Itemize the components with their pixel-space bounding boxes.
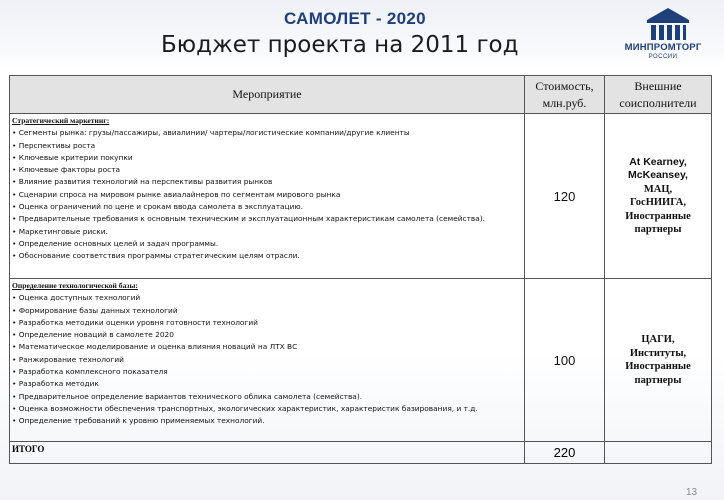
- row-cost: 100: [525, 279, 605, 442]
- row-partners: [605, 114, 712, 279]
- table-total-row: [10, 442, 712, 464]
- partner-name: партнеры: [634, 374, 682, 386]
- list-item: • Разработка комплексного показателя: [12, 367, 168, 377]
- list-item: • Определение основных целей и задач программы.: [12, 238, 219, 248]
- list-item: • Влияние развития технологий на перспективы развития рынков: [12, 177, 273, 187]
- section-heading: Стратегический маркетинг:: [12, 116, 110, 125]
- header-partners: Внешние соисполнители: [605, 76, 712, 114]
- total-partners-empty: [605, 442, 712, 464]
- partner-name: Иностранные: [625, 210, 691, 222]
- list-item: • Математическое моделирование и оценка влияния новаций на ЛТХ ВС: [12, 342, 298, 352]
- list-item: • Разработка методик: [12, 379, 99, 389]
- list-item: • Формирование базы данных технологий: [12, 305, 178, 315]
- ministry-emblem-icon: [643, 6, 693, 42]
- section-heading: Определение технологической базы:: [12, 281, 138, 290]
- list-item: • Ранжирование технологий: [12, 354, 124, 364]
- logo-name: МИНПРОМТОРГ: [624, 42, 702, 53]
- header-event: Мероприятие: [10, 76, 525, 114]
- list-item: • Определение новаций в самолете 2020: [12, 330, 174, 340]
- partner-name: Институты,: [629, 347, 687, 359]
- row-description: [10, 279, 525, 442]
- list-item: • Предварительные требования к основным техническим и эксплуатационным характеристикам самолета (семейства).: [12, 214, 486, 224]
- ministry-logo: [608, 4, 718, 64]
- budget-table: [9, 75, 712, 464]
- list-item: • Сценарии спроса на мировом рынке авиалайнеров по сегментам мирового рынка: [12, 189, 341, 199]
- table-row: [10, 114, 712, 279]
- table-row: [10, 279, 712, 442]
- slide-title: Бюджет проекта на 2011 год: [161, 32, 519, 58]
- list-item: • Оценка возможности обеспечения транспортных, экологических характеристик, характеристик базирования, и т.д.: [12, 403, 478, 413]
- list-item: • Ключевые факторы роста: [12, 165, 121, 175]
- partner-name: At Kearney,: [629, 155, 687, 168]
- partner-name: ГосНИИГА,: [630, 197, 686, 208]
- list-item: • Сегменты рынка: грузы/пассажиры, авиалинии/ чартеры/логистические компании/другие клиенты: [12, 128, 410, 138]
- partner-name: партнеры: [634, 224, 682, 235]
- list-item: • Обоснование соответствия программы стратегическим целям отрасли.: [12, 251, 300, 261]
- logo-subname: РОССИИ: [648, 54, 678, 60]
- table-header-row: [10, 76, 712, 114]
- partner-name: McKeansey,: [628, 169, 688, 181]
- total-cost: 220: [525, 442, 605, 464]
- partner-name: Иностранные: [625, 361, 691, 372]
- slide-subtitle: САМОЛЕТ - 2020: [284, 9, 426, 28]
- partner-name: МАЦ,: [643, 183, 673, 195]
- list-item: • Определение требований к уровню применяемых технологий.: [12, 416, 265, 426]
- list-item: • Перспективы роста: [12, 140, 96, 150]
- list-item: • Предварительное определение вариантов технического облика самолета (семейства).: [12, 391, 363, 401]
- header-cost: Стоимость, млн.руб.: [525, 76, 605, 114]
- partner-name: ЦАГИ,: [641, 334, 675, 345]
- list-item: • Разработка методики оценки уровня готовности технологий: [12, 317, 258, 327]
- list-item: • Оценка ограничений по цене и срокам ввода самолета в эксплуатацию.: [12, 202, 303, 212]
- list-item: • Оценка доступных технологий: [12, 293, 141, 303]
- total-label: ИТОГО: [10, 442, 525, 464]
- list-item: • Ключевые критерии покупки: [12, 152, 133, 162]
- row-partners: [605, 279, 712, 442]
- row-cost: 120: [525, 114, 605, 279]
- page-number: 13: [686, 487, 698, 498]
- list-item: • Маркетинговые риски.: [12, 226, 108, 236]
- row-description: [10, 114, 525, 279]
